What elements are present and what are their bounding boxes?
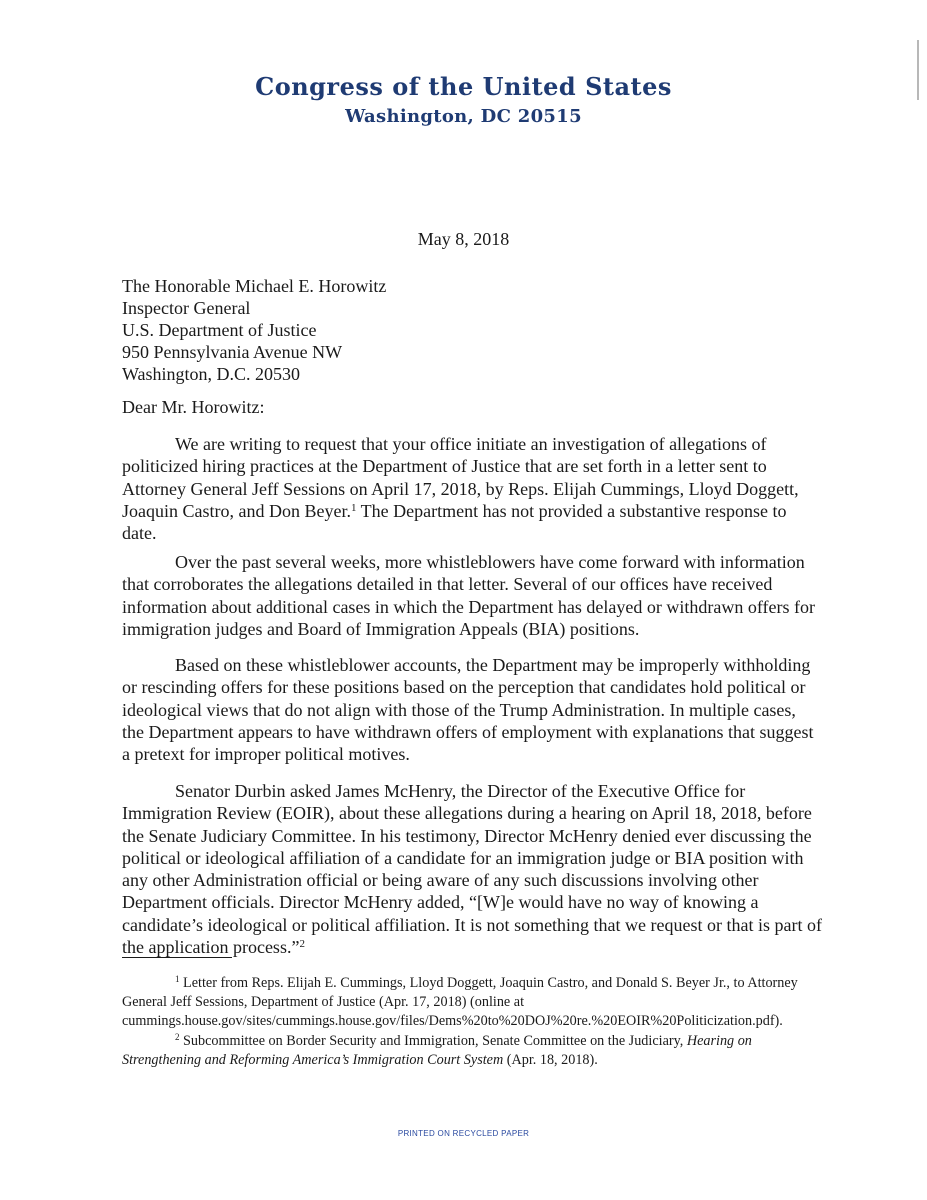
paragraph-1-tail: The Department has not provided a substantive response to date. [122, 500, 787, 544]
paragraph-1 [122, 433, 822, 544]
footnote-2-date: (Apr. 18, 2018). [503, 1052, 598, 1068]
recipient-title: Inspector General [122, 298, 251, 318]
footnote-2-text: Subcommittee on Border Security and Immigration, Senate Committee on the Judiciary, [179, 1033, 687, 1049]
paragraph-3 [122, 654, 822, 765]
footnote-ref-2: 2 [299, 938, 305, 951]
paragraph-2-text: Over the past several weeks, more whistleblowers have come forward with information that corroborates the allegations detailed in that letter. Several of our offices have received information about additional cases in which the Department has delayed or withdrawn offers for immigration judges and Board of Immigration Appeals (BIA) positions. [122, 552, 815, 639]
paragraph-3-text: Based on these whistleblower accounts, the Department may be improperly withholding or rescinding offers for these positions based on the perception that candidates hold political or ideological views that do not align with those of the Trump Administration. In multiple cases, the Department appears to have withdrawn offers of employment with explanations that suggest a pretext for improper political motives. [122, 655, 814, 765]
footnote-2-hearing-title: Hearing on Strengthening and Reforming America’s Immigration Court System [122, 1033, 752, 1068]
recipient-office: U.S. Department of Justice [122, 320, 317, 340]
letter-date: May 8, 2018 [417, 229, 510, 249]
footnote-divider [122, 957, 232, 958]
recycled-paper-footer: PRINTED ON RECYCLED PAPER [397, 1129, 530, 1138]
footnote-1-number: 1 [175, 974, 180, 984]
footnote-1 [122, 974, 832, 1031]
paragraph-2 [122, 551, 822, 640]
footnote-2 [122, 1032, 832, 1070]
paragraph-1-text: We are writing to request that your office initiate an investigation of allegations of politicized hiring practices at the Department of Justice that are set forth in a letter sent to Attorney General Jeff Sessions on April 17, 2018, by Reps. Elijah Cummings, Lloyd Doggett, Joaquin Castro, and Don Beyer. [122, 434, 799, 521]
letterhead-address: Washington, DC 20515 [345, 106, 582, 127]
footnote-1-text: Letter from Reps. Elijah E. Cummings, Lloyd Doggett, Joaquin Castro, and Donald S. Beyer Jr., to Attorney General Jeff Sessions, Department of Justice (Apr. 17, 2018) (online at cummings.house.gov/sites/cummings.house.gov/files/Dems%20to%20DOJ%20re.%20EOIR%20Politicization.pdf). [122, 975, 798, 1029]
paragraph-4-text: Senator Durbin asked James McHenry, the Director of the Executive Office for Immigration Review (EOIR), about these allegations during a hearing on April 18, 2018, before the Senate Judiciary Committee. In his testimony, Director McHenry denied ever discussing the political or ideological affiliation of a candidate for an immigration judge or BIA position with any other Administration official or being aware of any such discussions involving other Department officials. Director McHenry added, “[W]e would have no way of knowing a candidate’s ideological or political affiliation. It is not something that we request or that is part of the application process.” [122, 781, 822, 958]
recipient-address-block [122, 275, 386, 385]
footnote-2-number: 2 [175, 1032, 180, 1042]
recipient-name: The Honorable Michael E. Horowitz [122, 276, 387, 296]
paragraph-4 [122, 780, 822, 958]
letterhead-title: Congress of the United States [255, 72, 672, 101]
recipient-street: 950 Pennsylvania Avenue NW [122, 342, 343, 362]
footnote-ref-1: 1 [350, 501, 357, 514]
recipient-city: Washington, D.C. 20530 [122, 364, 301, 384]
salutation: Dear Mr. Horowitz: [122, 397, 265, 417]
